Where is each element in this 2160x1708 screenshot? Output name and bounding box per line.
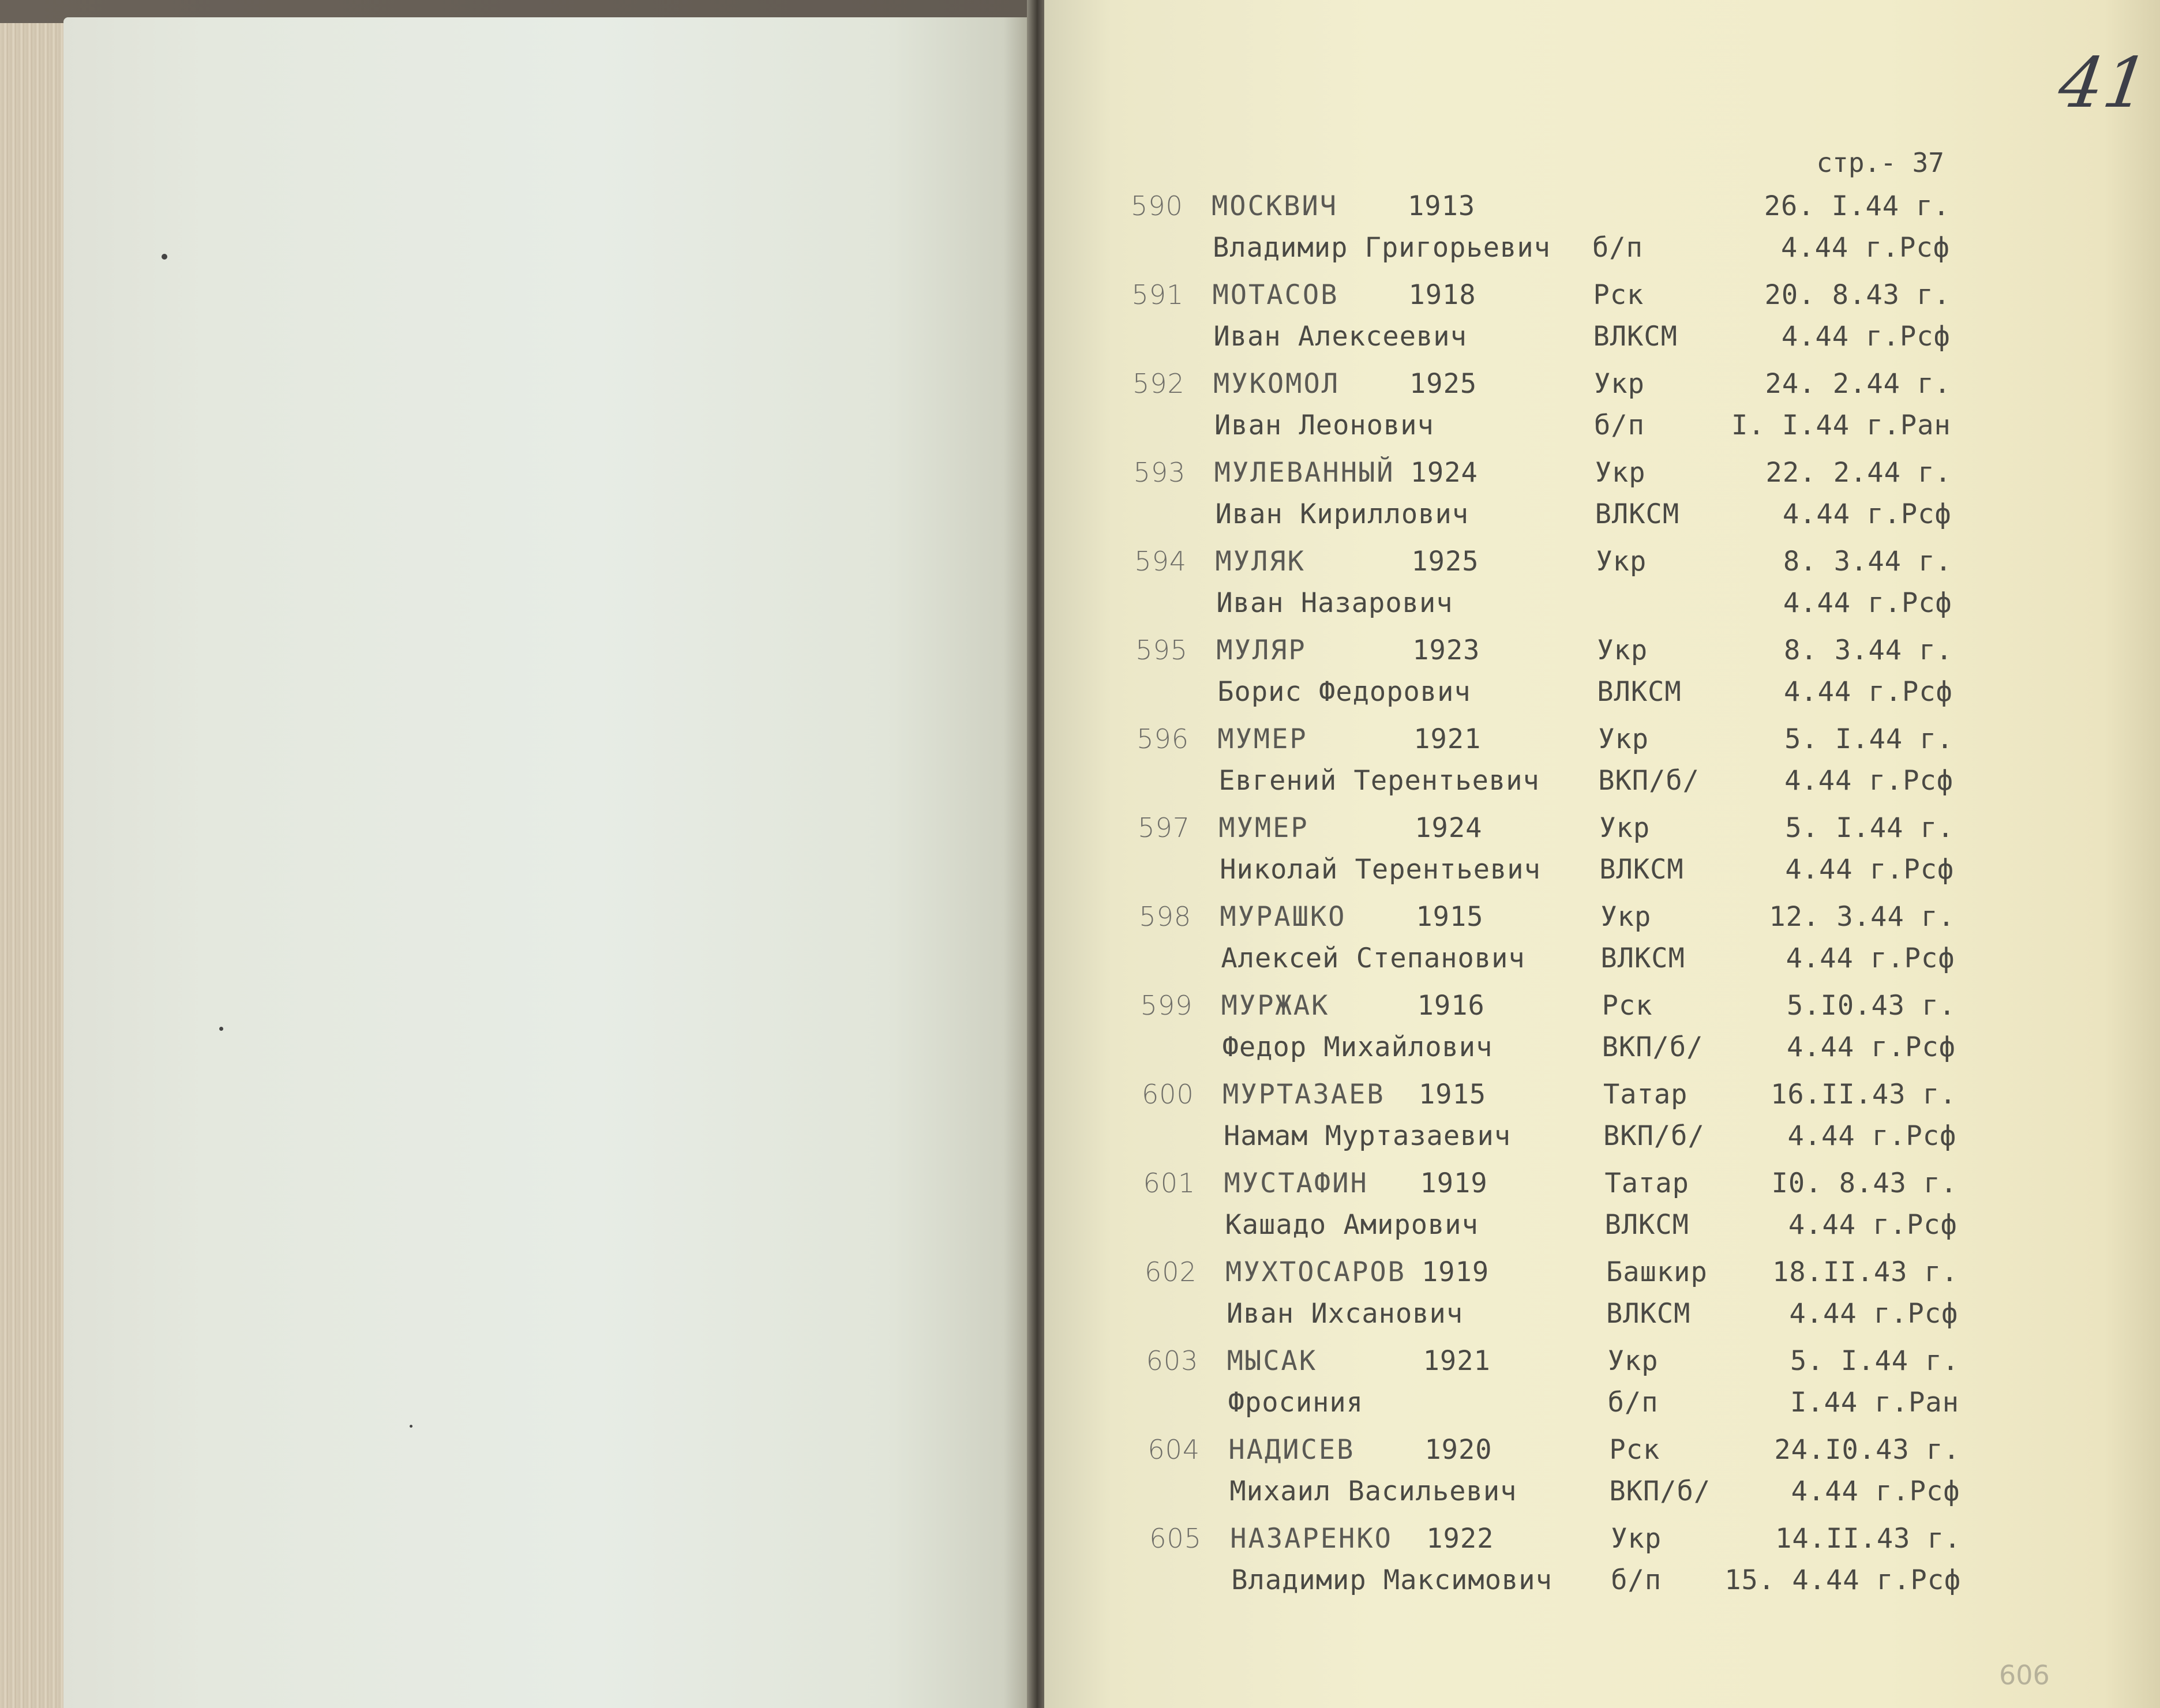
entry-number: 596 <box>1137 723 1189 754</box>
entry-number: 597 <box>1138 812 1191 843</box>
entry-birth-year: 1916 <box>1417 990 1485 1022</box>
entry-birth-year: 1922 <box>1426 1523 1494 1555</box>
entry-surname: МУЛЕВАННЫЙ <box>1214 457 1395 489</box>
entry-party: ВЛКСМ <box>1597 676 1682 708</box>
entry-party: ВЛКСМ <box>1606 1298 1691 1330</box>
entry-date: 14.II.43 г. <box>1775 1523 1962 1555</box>
entry-nationality: Башкир <box>1606 1256 1708 1288</box>
entry-nationality: Укр <box>1611 1523 1662 1555</box>
entry-number: 592 <box>1132 368 1185 399</box>
entry-nationality: Укр <box>1607 1345 1659 1377</box>
entry-date: 5.I0.43 г. <box>1787 990 1956 1022</box>
entry-date: 12. 3.44 г. <box>1769 901 1955 933</box>
entry-surname: МУЛЯР <box>1216 635 1307 666</box>
entry-given-names: Намам Муртазаевич <box>1224 1120 1512 1152</box>
entry-party: б/п <box>1607 1387 1659 1418</box>
entry-party: ВЛКСМ <box>1600 943 1685 974</box>
entry-birth-year: 1925 <box>1409 368 1477 400</box>
entry-given-names: Фросиния <box>1228 1387 1364 1418</box>
entry-nationality: Рск <box>1602 990 1653 1022</box>
page-number: стр.- 37 <box>1816 147 1944 178</box>
entry-date-place: 15. 4.44 г.Рсф <box>1724 1564 1962 1596</box>
entry-date-place: I. I.44 г.Ран <box>1731 410 1951 441</box>
entry-given-names: Николай Терентьевич <box>1220 854 1541 885</box>
entry-surname: МОТАСОВ <box>1212 279 1339 311</box>
entry-party: б/п <box>1592 232 1643 264</box>
entry-given-names: Михаил Васильевич <box>1229 1476 1517 1507</box>
entry-surname: МУКОМОЛ <box>1213 368 1340 400</box>
ink-speck <box>410 1425 412 1428</box>
entry-date-place: 4.44 г.Рсф <box>1781 321 1951 352</box>
entry-date-place: 4.44 г.Рсф <box>1786 943 1955 974</box>
entry-surname: МУМЕР <box>1217 723 1308 755</box>
entry-nationality: Укр <box>1595 457 1646 489</box>
entry-date: 22. 2.44 г. <box>1765 457 1952 489</box>
entry-birth-year: 1919 <box>1420 1168 1488 1199</box>
entry-birth-year: 1915 <box>1416 901 1484 933</box>
entry-party: б/п <box>1594 410 1645 441</box>
entry-date: 8. 3.44 г. <box>1783 546 1952 577</box>
entry-birth-year: 1919 <box>1422 1256 1490 1288</box>
entry-surname: МУЛЯК <box>1215 546 1306 577</box>
entry-surname: МУРЖАК <box>1221 990 1330 1022</box>
entry-date: 20. 8.43 г. <box>1764 279 1951 311</box>
entry-number: 590 <box>1131 190 1183 222</box>
entry-birth-year: 1923 <box>1412 635 1480 666</box>
entry-date-place: 4.44 г.Рсф <box>1783 587 1952 619</box>
entry-party: ВЛКСМ <box>1599 854 1684 885</box>
entry-date-place: 4.44 г.Рсф <box>1791 1476 1960 1507</box>
entry-date: 8. 3.44 г. <box>1783 635 1953 666</box>
entry-given-names: Иван Ихсанович <box>1227 1298 1464 1330</box>
entry-number: 591 <box>1131 279 1184 310</box>
entry-nationality: Татар <box>1604 1168 1689 1199</box>
entry-date-place: 4.44 г.Рсф <box>1788 1209 1957 1241</box>
entry-date-place: 4.44 г.Рсф <box>1785 854 1955 885</box>
right-page-register <box>1044 0 2160 1708</box>
entry-date-place: 4.44 г.Рсф <box>1787 1031 1956 1063</box>
entry-number: 601 <box>1143 1168 1196 1199</box>
entry-given-names: Федор Михайлович <box>1222 1031 1493 1063</box>
entry-surname: НАДИСЕВ <box>1228 1434 1355 1466</box>
entry-given-names: Иван Назарович <box>1216 587 1453 619</box>
entry-surname: МУРТАЗАЕВ <box>1222 1079 1385 1110</box>
entry-surname: МУРАШКО <box>1220 901 1347 933</box>
entry-surname: МУХТОСАРОВ <box>1225 1256 1406 1288</box>
entry-date: 18.II.43 г. <box>1772 1256 1959 1288</box>
entry-number: 598 <box>1139 901 1192 932</box>
entry-surname: МЫСАК <box>1227 1345 1318 1377</box>
entry-given-names: Алексей Степанович <box>1221 943 1525 974</box>
entry-number: 595 <box>1135 635 1188 666</box>
page-edges <box>0 23 70 1708</box>
entry-number: 602 <box>1145 1256 1197 1287</box>
entry-surname: МОСКВИЧ <box>1212 190 1338 222</box>
entry-date-place: 4.44 г.Рсф <box>1783 676 1953 708</box>
entry-date: I0. 8.43 г. <box>1771 1168 1957 1199</box>
entry-date: 16.II.43 г. <box>1771 1079 1957 1110</box>
entry-party: ВКП/б/ <box>1598 765 1700 797</box>
entry-party: ВЛКСМ <box>1604 1209 1689 1241</box>
entry-birth-year: 1918 <box>1408 279 1476 311</box>
entry-given-names: Владимир Григорьевич <box>1213 232 1551 264</box>
entry-birth-year: 1921 <box>1413 723 1482 755</box>
entry-given-names: Иван Алексеевич <box>1213 321 1467 352</box>
entry-nationality: Укр <box>1597 635 1648 666</box>
entry-nationality: Татар <box>1603 1079 1688 1110</box>
ink-speck <box>162 254 167 260</box>
entry-number: 603 <box>1146 1345 1199 1376</box>
entry-date: 26. I.44 г. <box>1764 190 1950 222</box>
entry-party: ВКП/б/ <box>1602 1031 1704 1063</box>
entry-date-place: 4.44 г.Рсф <box>1787 1120 1957 1152</box>
entry-given-names: Владимир Максимович <box>1231 1564 1552 1596</box>
entry-nationality: Укр <box>1600 901 1652 933</box>
entry-party: ВЛКСМ <box>1593 321 1678 352</box>
entry-nationality: Рск <box>1593 279 1644 311</box>
entry-number: 605 <box>1149 1523 1202 1554</box>
entry-number: 604 <box>1148 1434 1201 1465</box>
entry-nationality: Укр <box>1599 812 1651 844</box>
entry-birth-year: 1925 <box>1411 546 1479 577</box>
entry-birth-year: 1913 <box>1408 190 1476 222</box>
ink-speck <box>219 1027 223 1031</box>
entry-given-names: Кашадо Амирович <box>1225 1209 1479 1241</box>
entry-date-place: 4.44 г.Рсф <box>1784 765 1954 797</box>
entry-surname: НАЗАРЕНКО <box>1230 1523 1393 1555</box>
entry-nationality: Укр <box>1596 546 1647 577</box>
folio-number: 41 <box>2054 43 2154 123</box>
entry-date: 5. I.44 г. <box>1785 812 1955 844</box>
entry-date: 5. I.44 г. <box>1790 1345 1959 1377</box>
entry-given-names: Евгений Терентьевич <box>1218 765 1540 797</box>
entry-party: б/п <box>1611 1564 1662 1596</box>
entry-surname: МУМЕР <box>1218 812 1309 844</box>
entry-given-names: Иван Леонович <box>1214 410 1434 441</box>
entry-date-place: 4.44 г.Рсф <box>1782 498 1952 530</box>
entry-date: 24. 2.44 г. <box>1765 368 1951 400</box>
entry-date: 5. I.44 г. <box>1784 723 1954 755</box>
next-entry-number: 606 <box>1999 1660 2050 1691</box>
entry-nationality: Укр <box>1594 368 1645 400</box>
entry-surname: МУСТАФИН <box>1224 1168 1368 1199</box>
entry-date-place: 4.44 г.Рсф <box>1781 232 1950 264</box>
entry-date-place: I.44 г.Ран <box>1790 1387 1959 1418</box>
entry-number: 599 <box>1140 990 1193 1021</box>
entry-birth-year: 1924 <box>1410 457 1478 489</box>
entry-nationality: Рск <box>1609 1434 1660 1466</box>
entry-party: ВКП/б/ <box>1603 1120 1705 1152</box>
entry-number: 594 <box>1134 546 1187 577</box>
entry-party: ВЛКСМ <box>1595 498 1680 530</box>
entry-birth-year: 1921 <box>1423 1345 1491 1377</box>
entry-nationality: Укр <box>1598 723 1649 755</box>
left-page-blank <box>63 17 1033 1708</box>
entry-given-names: Иван Кириллович <box>1215 498 1469 530</box>
entry-date-place: 4.44 г.Рсф <box>1789 1298 1959 1330</box>
entry-party: ВКП/б/ <box>1609 1476 1711 1507</box>
entry-birth-year: 1924 <box>1415 812 1483 844</box>
entry-birth-year: 1920 <box>1424 1434 1492 1466</box>
entry-birth-year: 1915 <box>1419 1079 1487 1110</box>
entry-number: 593 <box>1133 457 1186 488</box>
entry-date: 24.I0.43 г. <box>1774 1434 1960 1466</box>
entry-number: 600 <box>1142 1079 1194 1110</box>
entry-given-names: Борис Федорович <box>1217 676 1471 708</box>
